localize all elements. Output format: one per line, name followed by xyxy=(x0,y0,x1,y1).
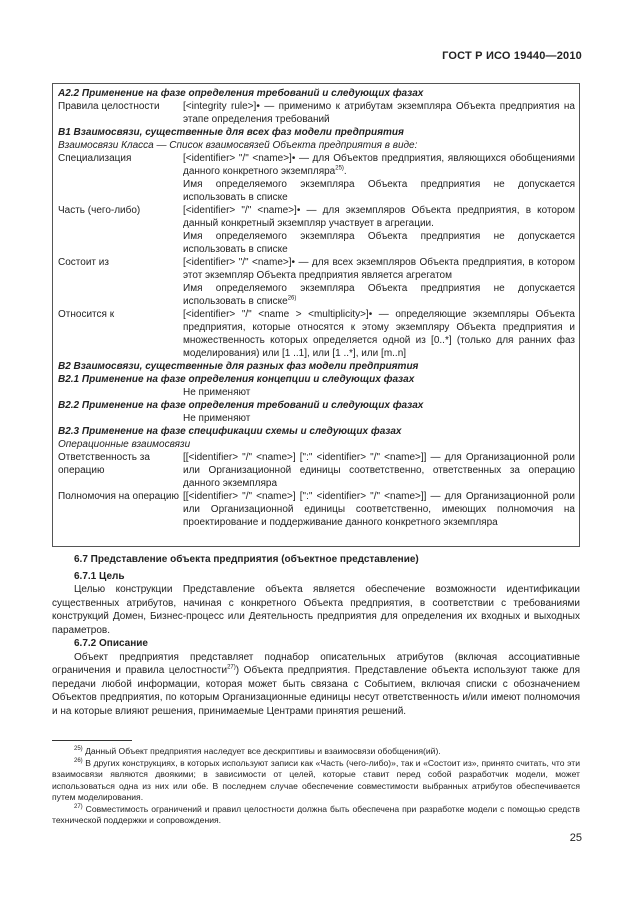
consists-of-row xyxy=(58,256,575,282)
b23-subtitle: Операционные взаимосвязи xyxy=(58,439,191,450)
row-value: [<identifier> "/" <name>]• — для Объектов предприятия, являющихся обобщениями данного конкретного экземпляра$^{25)}$. xyxy=(183,153,575,177)
integrity-row xyxy=(58,100,575,126)
footnote-ref: 25) xyxy=(335,165,344,172)
a22-title: А2.2 Применение на фазе определения требований и следующих фазах xyxy=(58,88,424,99)
row-label: Часть (чего-либо) xyxy=(58,205,141,216)
subsection-title-goal: 6.7.1 Цель xyxy=(74,570,125,582)
row-label: Состоит из xyxy=(58,257,109,268)
footnote: $^{25)}$ Данный Объект предприятия наследует все дескриптивы и взаимосвязи обобщения(ий). xyxy=(74,746,441,756)
b1-subtitle: Взаимосвязи Класса — Список взаимосвязей Объекта предприятия в виде: xyxy=(58,140,418,151)
row-label: Относится к xyxy=(58,309,115,320)
b22-title: В2.2 Применение на фазе определения требований и следующих фазах xyxy=(58,400,424,411)
row-value: [[<identifier> "/" <name>] [":" <identifier> "/" <name>]] — для Организационной роли или Организационной единицы соответственно, ответственных за операцию данного экземпляра xyxy=(183,452,575,489)
attribute-table xyxy=(52,83,580,547)
specialization-note: Имя определяемого экземпляра Объекта предприятия не допускается использовать в списке xyxy=(183,179,575,203)
row-label: Правила целостности xyxy=(58,101,160,112)
row-value: [<integrity rule>]• — применимо к атрибутам экземпляра Объекта предприятия на этапе определения требований xyxy=(183,101,575,125)
relates-to-row xyxy=(58,308,575,360)
footnote-ref: 27) xyxy=(227,664,236,671)
row-value: [[<identifier> "/" <name>] [":" <identifier> "/" <name>]] — для Организационной роли или Организационной единицы соответственно, имеющих полномочия на проектирование и поддерживание данного конкретного экземпляра xyxy=(183,491,575,528)
b21-title: В2.1 Применение на фазе определения концепции и следующих фазах xyxy=(58,374,415,385)
b1-title: В1 Взаимосвязи, существенные для всех фаз модели предприятия xyxy=(58,127,404,138)
part-of-row xyxy=(58,204,575,230)
authority-row xyxy=(58,490,575,529)
footnotes xyxy=(52,746,580,827)
subsection-title-description: 6.7.2 Описание xyxy=(74,638,148,649)
not-applicable-1: Не применяют xyxy=(183,387,251,398)
row-value: [<identifier> "/" <name > <multiplicity>]• — определяющие экземпляры Объекта предприятия, которые относятся к этому экземпляру Объекта предприятия и множественность которых определяется одной из [0..*] (только для ранних фаз моделирования) или [1 ..1], или [1 ..*], или [m..n] xyxy=(183,309,575,359)
section-title: 6.7 Представление объекта предприятия (объектное представление) xyxy=(74,554,419,565)
row-label: Специализация xyxy=(58,153,132,164)
b2-title: В2 Взаимосвязи, существенные для разных фаз модели предприятия xyxy=(58,361,419,372)
consists-of-note: Имя определяемого экземпляра Объекта предприятия не допускается использовать в списке$^{26)}$ xyxy=(183,283,575,307)
not-applicable-2: Не применяют xyxy=(183,413,251,424)
part-of-note: Имя определяемого экземпляра Объекта предприятия не допускается использовать в списке xyxy=(183,231,575,255)
footnote: $^{27)}$ Совместимость ограничений и правил целостности должна быть обеспечена при разработке модели с помощью средств технической поддержки и сопровождения. xyxy=(52,803,580,825)
goal-paragraph: Целью конструкции Представление объекта является обеспечение возможности идентификации существенных атрибутов, начиная с конкретного Объекта предприятия, в соответствии с требованиями конструкций Домен, Бизнес-процесс или Деятельность предприятия для определения их входных и выходных параметров. xyxy=(52,584,580,636)
page-number: 25 xyxy=(569,832,582,844)
section-body xyxy=(52,553,580,718)
row-value: [<identifier> "/" <name>]• — для всех экземпляров Объекта предприятия, в котором этот экземпляр Объекта предприятия является агрегатом xyxy=(183,257,575,281)
footnote-divider xyxy=(52,740,132,741)
document-header: ГОСТ Р ИСО 19440—2010 xyxy=(442,50,582,62)
specialization-row xyxy=(58,152,575,178)
footnote-ref: 26) xyxy=(287,295,297,302)
row-value: [<identifier> "/" <name>]• — для экземпляров Объекта предприятия, в котором данный конкретный экземпляр участвует в агрегации. xyxy=(183,205,575,229)
responsibility-row xyxy=(58,451,575,490)
b23-title: В2.3 Применение на фазе спецификации схемы и следующих фазах xyxy=(58,426,402,437)
row-label: Полномочия на операцию xyxy=(58,491,179,502)
footnote: $^{26)}$ В других конструкциях, в которых используют записи как «Часть (чего-либо)», так и «Состоит из», принято считать, что эти взаимосвязи являются двоякими; в зависимости от целей, которые ставит перед собой разработчик модели, может использоваться одна из них или обе. В последнем случае обеспечение совместимости выбранных атрибутов обеспечивается путем моделирования. xyxy=(52,757,581,802)
description-paragraph: Объект предприятия представляет поднабор описательных атрибутов (включая ассоциативные ограничения и правила целостности$^{27)}$) Объекта предприятия. Представление объекта используют также для передачи любой информации, которая может быть связана с Событием, включая списки с обозначением Объектов предприятия, по которым Организационные единицы несут ответственность и/или имеют полномочия и на которые влияют решения, принимаемые Центрами принятия решений. xyxy=(52,651,580,717)
row-label: Ответственность за операцию xyxy=(58,452,150,476)
